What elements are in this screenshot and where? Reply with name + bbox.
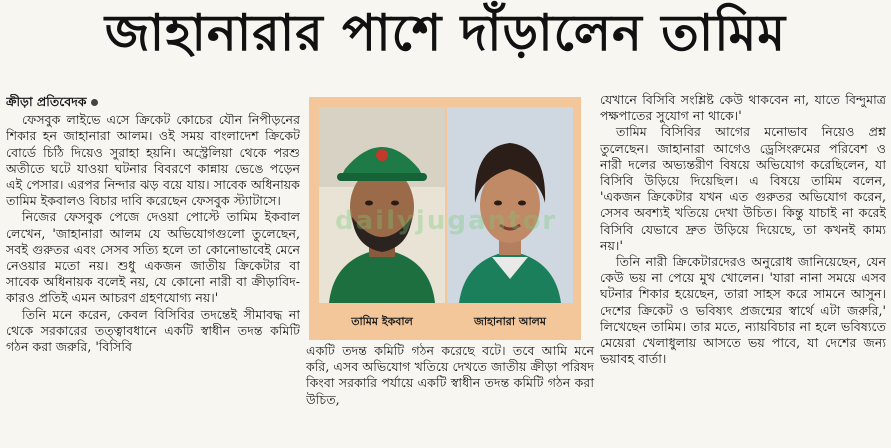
paragraph: যেখানে বিসিবি সংশ্লিষ্ট কেউ থাকবেন না, যাতে বিন্দুমাত্র পক্ষপাতের সুযোগ না থাকে।' <box>600 92 886 124</box>
article-column-3 <box>600 92 886 448</box>
byline-text: ক্রীড়া প্রতিবেদক <box>6 94 87 109</box>
paragraph: তামিম বিসিবির আগের মনোভাব নিয়েও প্রশ্ন তুলেছেন। জাহানারা আগেও ড্রেসিংরুমের পরিবেশ ও নারী দলের অভ্যন্তরীণ বিষয়ে অভিযোগ করেছিলেন, যা বিসিবি উড়িয়ে দিয়েছিল। এ বিষয়ে তামিম বলেন, 'একজন ক্রিকেটার যখন এত গুরুতর অভিযোগ করেন, সেসব অবশ্যই খতিয়ে দেখা উচিত। কিন্তু যাচাই না করেই বিসিবি যেভাবে দ্রুত উড়িয়ে দিয়েছে, তা কখনই কাম্য নয়।' <box>600 124 886 253</box>
article-column-2 <box>306 343 594 448</box>
paragraph: নিজের ফেসবুক পেজে দেওয়া পোস্টে তামিম ইকবাল লেখেন, 'জাহানারা আলম যে অভিযোগগুলো তুলেছেন, সবই গুরুতর এবং সেসব সত্যি হলে তা কোনোভাবেই মেনে নেওয়ার মতো নয়। শুধু একজন জাতীয় ক্রিকেটার বা সাবেক অধিনায়ক বলেই নয়, যে কোনো নারী বা ক্রীড়াবিদ- কারও প্রতিই এমন আচরণ গ্রহণযোগ্য নয়।' <box>6 209 300 306</box>
headline: জাহানারার পাশে দাঁড়ালেন তামিম <box>104 3 787 62</box>
jahanara-caption: জাহানারা আলম <box>474 315 546 328</box>
paragraph: তিনি মনে করেন, কেবল বিসিবির তদন্তেই সীমাবদ্ধ না থেকে সরকারের তত্ত্বাবধানে একটি স্বাধীন তদন্ত কমিটি গঠন করা জরুরি, 'বিসিবি <box>6 306 300 355</box>
byline-dot-icon <box>91 99 98 106</box>
tamim-photo <box>319 107 445 303</box>
paragraph: তিনি নারী ক্রিকেটারদেরও অনুরোধ জানিয়েছেন, যেন কেউ ভয় না পেয়ে মুখ খোলেন। 'যারা নানা সময়ে এসব ঘটনার শিকার হয়েছেন, তারা সাহস করে সামনে আসুন। দেশের ক্রিকেট ও ভবিষ্যৎ প্রজন্মের স্বার্থে এটা জরুরি,' লিখেছেন তামিম। তার মতে, ন্যায়বিচার না হলে ভবিষ্যতে মেয়েরা খেলাধুলায় আসতে ভয় পাবে, যা দেশের জন্য ভয়াবহ বার্তা। <box>600 254 886 367</box>
paragraph: একটি তদন্ত কমিটি গঠন করেছে বটে। তবে আমি মনে করি, এসব অভিযোগ খতিয়ে দেখতে জাতীয় ক্রীড়া পরিষদ কিংবা সরকারি পর্যায়ে একটি স্বাধীন তদন্ত কমিটি গঠন করা উচিত, <box>306 343 594 407</box>
jahanara-photo <box>447 107 573 303</box>
watermark: dailyjugantor <box>335 206 558 236</box>
article-column-1 <box>6 94 300 448</box>
paragraph: ফেসবুক লাইভে এসে ক্রিকেট কোচের যৌন নিপীড়নের শিকার হন জাহানারা আলম। ওই সময় বাংলাদেশ ক্রিকেট বোর্ডে চিঠি দিয়েও সুরাহা হয়নি। অস্ট্রেলিয়া থেকে পরশু অতীতে ঘটে যাওয়া ঘটনার বিবরণে কান্নায় ভেঙে পড়েন এই পেসার। এরপর নিন্দার ঝড় বয়ে যায়। সাবেক অধিনায়ক তামিম ইকবালও বিচার দাবি করেছেন ফেসবুক স্ট্যাটাসে। <box>6 112 300 209</box>
tamim-caption: তামিম ইকবাল <box>351 315 413 328</box>
byline <box>6 94 300 110</box>
